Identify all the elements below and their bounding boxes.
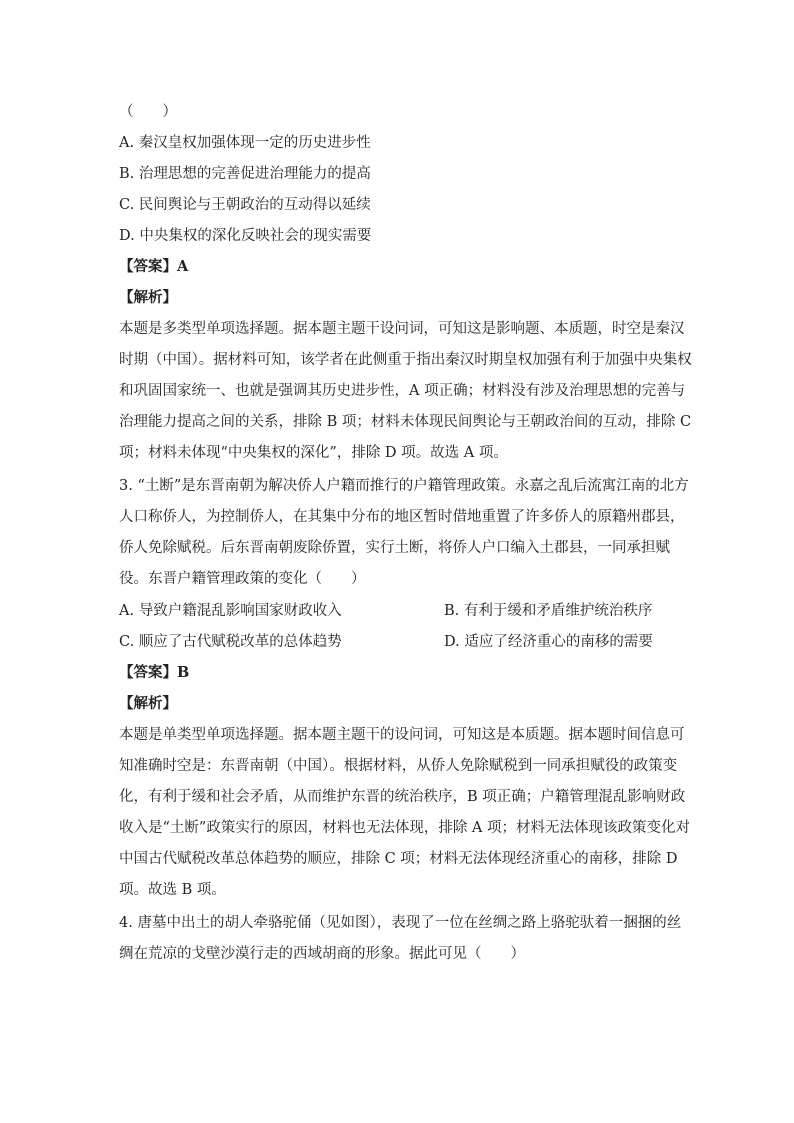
q3-stem-line: 人口称侨人，为控制侨人，在其集中分布的地区暂时借地重置了许多侨人的原籍州郡县， bbox=[119, 509, 685, 525]
q2-option-d: D. 中央集权的深化反映社会的现实需要 bbox=[119, 228, 372, 244]
q2-option-c: C. 民间舆论与王朝政治的互动得以延续 bbox=[119, 197, 371, 213]
q3-stem-line: 侨人免除赋税。后东晋南朝废除侨置，实行土断，将侨人户口编入土郡县，一同承担赋 bbox=[119, 540, 670, 556]
q3-stem-line: 3. “土断”是东晋南朝为解决侨人户籍而推行的户籍管理政策。永嘉之乱后流寓江南的北方 bbox=[119, 478, 689, 494]
q3-option-c: C. 顺应了古代赋税改革的总体趋势 bbox=[119, 634, 342, 650]
q2-analysis-line: 项；材料未体现“中央集权的深化”，排除 D 项。故选 A 项。 bbox=[119, 445, 508, 461]
q2-answer: 【答案】A bbox=[119, 258, 189, 275]
q3-analysis-title: 【解析】 bbox=[119, 695, 177, 712]
q2-analysis-line: 治理能力提高之间的关系，排除 B 项；材料未体现民间舆论与王朝政治间的互动，排除 C bbox=[119, 414, 692, 430]
q2-stem-end: （ ） bbox=[119, 104, 177, 120]
q3-analysis-line: 本题是单类型单项选择题。据本题主题干的设问词，可知这是本质题。据本题时间信息可 bbox=[119, 727, 685, 743]
q2-option-b: B. 治理思想的完善促进治理能力的提高 bbox=[119, 166, 371, 182]
q3-option-b: B. 有利于缓和矛盾维护统治秩序 bbox=[444, 603, 653, 619]
q2-option-a: A. 秦汉皇权加强体现一定的历史进步性 bbox=[119, 135, 371, 151]
q2-analysis-line: 本题是多类型单项选择题。据本题主题干设问词，可知这是影响题、本质题，时空是秦汉 bbox=[119, 321, 685, 337]
q3-analysis-line: 中国古代赋税改革总体趋势的顺应，排除 C 项；材料无法体现经济重心的南移，排除 D bbox=[119, 851, 678, 867]
q3-analysis-line: 化，有利于缓和社会矛盾，从而维护东晋的统治秩序，B 项正确；户籍管理混乱影响财政 bbox=[119, 789, 686, 805]
q2-analysis-line: 时期（中国）。据材料可知，该学者在此侧重于指出秦汉时期皇权加强有利于加强中央集权 bbox=[119, 352, 692, 368]
q3-option-a: A. 导致户籍混乱影响国家财政收入 bbox=[119, 603, 342, 619]
q4-stem-line: 绸在荒凉的戈壁沙漠行走的西域胡商的形象。据此可见（ ） bbox=[119, 946, 525, 962]
q2-analysis-line: 和巩固国家统一、也就是强调其历史进步性，A 项正确；材料没有涉及治理思想的完善与 bbox=[119, 383, 686, 399]
q3-stem-line: 役。东晋户籍管理政策的变化（ ） bbox=[119, 571, 366, 587]
q2-analysis-title: 【解析】 bbox=[119, 289, 177, 306]
q4-stem-line: 4. 唐墓中出土的胡人牵骆驼俑（见如图），表现了一位在丝绸之路上骆驼驮着一捆捆的丝 bbox=[119, 915, 682, 931]
q3-answer: 【答案】B bbox=[119, 664, 190, 681]
q3-analysis-line: 项。故选 B 项。 bbox=[119, 882, 226, 898]
q3-analysis-line: 知准确时空是：东晋南朝（中国）。根据材料，从侨人免除赋税到一同承担赋役的政策变 bbox=[119, 758, 678, 774]
q3-analysis-line: 收入是“土断”政策实行的原因，材料也无法体现，排除 A 项；材料无法体现该政策变化对 bbox=[119, 820, 691, 836]
q3-option-d: D. 适应了经济重心的南移的需要 bbox=[444, 634, 653, 650]
